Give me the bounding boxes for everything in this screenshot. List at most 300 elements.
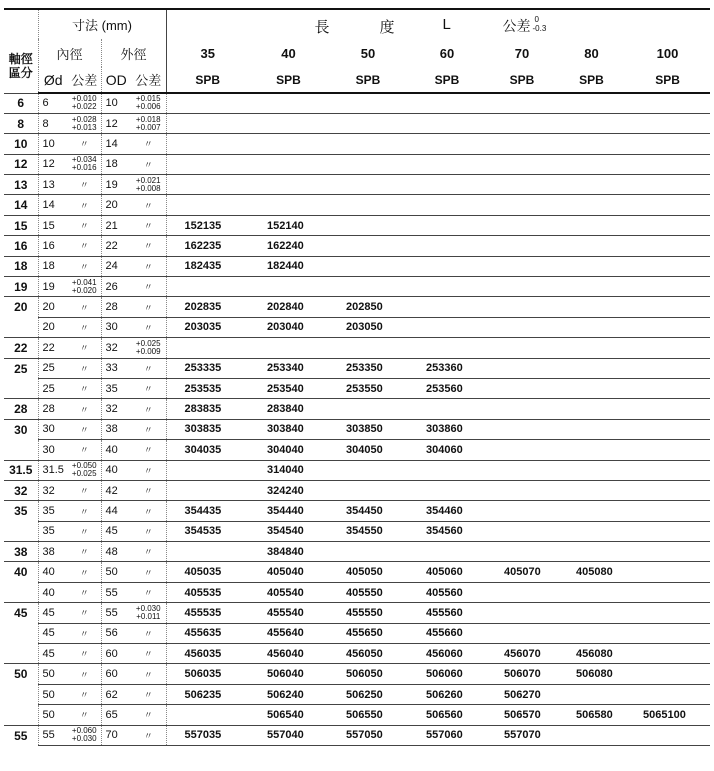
outer-tolerance-cell-upper: +0.018 [135, 114, 161, 124]
table-row [4, 113, 710, 133]
inner-tolerance-cell: 〃 [68, 338, 101, 358]
part-code-cell [625, 338, 710, 358]
part-code-cell: 506035 [166, 664, 249, 684]
part-code-cell: 456060 [408, 644, 486, 664]
inner-tolerance-cell: 〃 [68, 582, 101, 602]
inner-diameter-cell: 50 [38, 664, 68, 684]
part-code-cell [625, 419, 710, 439]
outer-symbol: OD [101, 67, 131, 93]
inner-tolerance-cell: 〃 [68, 195, 101, 215]
part-code-cell: 202850 [328, 297, 408, 317]
part-code-cell [486, 582, 558, 602]
part-code-cell: 5065100 [625, 705, 710, 725]
inner-diameter-cell: 10 [38, 134, 68, 154]
series-80: SPB [558, 67, 625, 93]
outer-tolerance-cell: 〃 [131, 460, 166, 480]
part-code-cell: 456070 [486, 644, 558, 664]
inner-tolerance-cell-lower: +0.022 [71, 102, 97, 112]
outer-diameter-cell: 45 [101, 521, 131, 541]
part-code-cell: 354435 [166, 501, 249, 521]
inner-tolerance-cell: 〃 [68, 297, 101, 317]
part-code-cell [625, 358, 710, 378]
inner-diameter-cell: 20 [38, 317, 68, 337]
inner-tolerance-cell: 〃 [68, 175, 101, 195]
part-code-cell [408, 297, 486, 317]
part-code-cell [486, 93, 558, 113]
outer-diameter-cell: 38 [101, 419, 131, 439]
inner-tolerance-cell-upper: +0.060 [71, 726, 97, 736]
part-code-cell: 456040 [249, 644, 328, 664]
part-code-cell [328, 338, 408, 358]
part-code-cell [486, 317, 558, 337]
part-code-cell [486, 399, 558, 419]
part-code-cell [558, 419, 625, 439]
outer-tolerance-cell: 〃 [131, 419, 166, 439]
header-row-series [4, 67, 710, 93]
part-code-cell [249, 277, 328, 297]
outer-diameter-cell: 56 [101, 623, 131, 643]
part-code-cell: 354540 [249, 521, 328, 541]
part-code-cell [486, 236, 558, 256]
axis-size-cell: 10 [4, 134, 38, 154]
length-80-header: 80 [584, 45, 599, 61]
part-code-cell: 152135 [166, 215, 249, 235]
axis-header: 軸徑區分 [4, 39, 38, 93]
inner-diameter-cell: 35 [38, 521, 68, 541]
outer-tolerance-cell: 〃 [131, 297, 166, 317]
part-code-cell [486, 603, 558, 623]
table-row [4, 378, 710, 398]
part-code-cell [249, 195, 328, 215]
table-row [4, 419, 710, 439]
part-code-cell [486, 501, 558, 521]
axis-size-cell: 20 [4, 297, 38, 317]
part-code-cell [558, 93, 625, 113]
inner-tolerance-cell [68, 154, 101, 174]
part-code-cell [166, 154, 249, 174]
part-code-cell: 506550 [328, 705, 408, 725]
part-code-cell: 455560 [408, 603, 486, 623]
inner-tolerance-cell: 〃 [68, 644, 101, 664]
outer-tolerance-cell: 〃 [131, 399, 166, 419]
part-code-cell: 253350 [328, 358, 408, 378]
axis-size-cell: 55 [4, 725, 38, 745]
inner-diameter-cell: 22 [38, 338, 68, 358]
outer-diameter-cell: 44 [101, 501, 131, 521]
outer-tolerance-cell: 〃 [131, 256, 166, 276]
part-code-cell: 506560 [408, 705, 486, 725]
outer-diameter-cell: 40 [101, 460, 131, 480]
part-code-cell: 303850 [328, 419, 408, 439]
outer-diameter-cell: 62 [101, 684, 131, 704]
axis-size-cell: 6 [4, 93, 38, 113]
axis-size-cell: 12 [4, 154, 38, 174]
part-code-cell: 506050 [328, 664, 408, 684]
length-100-header: 100 [656, 45, 679, 61]
inner-tolerance-header: 公差 [68, 67, 101, 93]
outer-tolerance-cell: 〃 [131, 358, 166, 378]
inner-tolerance-cell: 〃 [68, 399, 101, 419]
series-35: SPB [166, 67, 249, 93]
part-code-cell [408, 215, 486, 235]
outer-tolerance-cell: 〃 [131, 440, 166, 460]
part-code-cell: 506080 [558, 664, 625, 684]
part-code-cell [558, 297, 625, 317]
inner-diameter-cell: 50 [38, 684, 68, 704]
inner-tolerance-cell: 〃 [68, 134, 101, 154]
part-code-cell [328, 480, 408, 500]
part-code-cell: 202835 [166, 297, 249, 317]
inner-tolerance-cell: 〃 [68, 501, 101, 521]
part-code-cell [249, 154, 328, 174]
inner-tolerance-cell: 〃 [68, 236, 101, 256]
inner-tolerance-cell: 〃 [68, 684, 101, 704]
length-70-header: 70 [514, 45, 530, 61]
part-code-cell [558, 521, 625, 541]
inner-tolerance-cell [68, 277, 101, 297]
axis-header-top [4, 9, 38, 39]
part-code-cell: 506240 [249, 684, 328, 704]
part-code-cell [558, 175, 625, 195]
inner-diameter-cell: 19 [38, 277, 68, 297]
table-row [4, 440, 710, 460]
part-code-cell: 506540 [249, 705, 328, 725]
part-code-cell [166, 195, 249, 215]
part-code-cell: 354450 [328, 501, 408, 521]
part-code-cell [408, 542, 486, 562]
outer-tolerance-cell-upper: +0.015 [135, 94, 161, 104]
inner-tolerance-cell: 〃 [68, 562, 101, 582]
part-code-cell [486, 195, 558, 215]
part-code-cell [486, 175, 558, 195]
part-code-cell: 455640 [249, 623, 328, 643]
length-char-3: L [442, 16, 451, 33]
outer-tolerance-cell: 〃 [131, 134, 166, 154]
part-code-cell: 506580 [558, 705, 625, 725]
inner-diameter-cell: 15 [38, 215, 68, 235]
part-code-cell [328, 399, 408, 419]
part-code-cell [249, 134, 328, 154]
part-code-cell: 506235 [166, 684, 249, 704]
part-code-cell [625, 399, 710, 419]
part-code-cell [625, 460, 710, 480]
table-row [4, 542, 710, 562]
part-code-cell [486, 297, 558, 317]
outer-tolerance-cell: 〃 [131, 317, 166, 337]
axis-size-cell: 30 [4, 419, 38, 439]
inner-diameter-cell: 38 [38, 542, 68, 562]
outer-tolerance-cell [131, 113, 166, 133]
part-code-cell [328, 256, 408, 276]
outer-diameter-cell: 24 [101, 256, 131, 276]
part-code-cell [625, 256, 710, 276]
part-code-cell [249, 338, 328, 358]
outer-tolerance-cell-lower: +0.007 [135, 122, 161, 132]
part-code-cell [625, 440, 710, 460]
part-code-cell: 405070 [486, 562, 558, 582]
part-code-cell [558, 725, 625, 745]
part-code-cell [625, 582, 710, 602]
part-code-cell [486, 256, 558, 276]
length-tolerance-label: 公差 [502, 18, 531, 34]
outer-diameter-cell: 18 [101, 154, 131, 174]
header-row-dimension [4, 9, 710, 39]
part-code-cell [486, 480, 558, 500]
bushing-size-table [4, 8, 710, 746]
part-code-cell: 253360 [408, 358, 486, 378]
part-code-cell [625, 236, 710, 256]
part-code-cell: 283835 [166, 399, 249, 419]
outer-tolerance-cell: 〃 [131, 562, 166, 582]
part-code-cell [408, 134, 486, 154]
outer-diameter-cell: 42 [101, 480, 131, 500]
part-code-cell [408, 175, 486, 195]
inner-tolerance-cell: 〃 [68, 603, 101, 623]
axis-size-cell: 45 [4, 603, 38, 623]
inner-tolerance-cell-lower: +0.013 [71, 122, 97, 132]
outer-diameter-cell: 10 [101, 93, 131, 113]
part-code-cell: 456080 [558, 644, 625, 664]
outer-tolerance-cell-lower: +0.006 [135, 102, 161, 112]
inner-tolerance-cell: 〃 [68, 664, 101, 684]
part-code-cell: 314040 [249, 460, 328, 480]
part-code-cell [166, 480, 249, 500]
table-row [4, 317, 710, 337]
part-code-cell [625, 154, 710, 174]
axis-size-cell: 35 [4, 501, 38, 521]
outer-diameter-cell: 40 [101, 440, 131, 460]
outer-diameter-cell: 35 [101, 378, 131, 398]
outer-diameter-header: 外徑 [101, 39, 166, 67]
outer-tolerance-cell: 〃 [131, 542, 166, 562]
part-code-cell: 304035 [166, 440, 249, 460]
part-code-cell: 405080 [558, 562, 625, 582]
table-row [4, 603, 710, 623]
part-code-cell [625, 603, 710, 623]
part-code-cell [558, 195, 625, 215]
outer-diameter-cell: 30 [101, 317, 131, 337]
inner-tolerance-cell [68, 725, 101, 745]
part-code-cell [486, 338, 558, 358]
inner-diameter-cell: 31.5 [38, 460, 68, 480]
part-code-cell: 354440 [249, 501, 328, 521]
axis-size-cell [4, 644, 38, 664]
length-35-header: 35 [200, 45, 215, 61]
inner-tolerance-cell: 〃 [68, 215, 101, 235]
table-row [4, 134, 710, 154]
series-60: SPB [408, 67, 486, 93]
part-code-cell: 405550 [328, 582, 408, 602]
inner-symbol: Ød [38, 67, 68, 93]
part-code-cell [558, 399, 625, 419]
inner-diameter-cell: 8 [38, 113, 68, 133]
table-body [4, 9, 710, 746]
outer-diameter-cell: 26 [101, 277, 131, 297]
part-code-cell: 303840 [249, 419, 328, 439]
part-code-cell [625, 297, 710, 317]
part-code-cell [558, 480, 625, 500]
outer-tolerance-cell-upper: +0.025 [135, 338, 161, 348]
part-code-cell [625, 175, 710, 195]
part-code-cell [486, 419, 558, 439]
part-code-cell [328, 154, 408, 174]
table-row [4, 297, 710, 317]
inner-diameter-cell: 6 [38, 93, 68, 113]
outer-tolerance-cell [131, 93, 166, 113]
part-code-cell: 303835 [166, 419, 249, 439]
dimension-caption: 寸法 (mm) [38, 9, 166, 39]
part-code-cell [558, 603, 625, 623]
axis-size-cell: 8 [4, 113, 38, 133]
part-code-cell [249, 175, 328, 195]
table-row [4, 644, 710, 664]
part-code-cell: 506060 [408, 664, 486, 684]
part-code-cell [166, 113, 249, 133]
part-code-cell: 354535 [166, 521, 249, 541]
length-char-1: 長 [314, 19, 330, 36]
inner-tolerance-cell-upper: +0.041 [71, 277, 97, 287]
part-code-cell: 405040 [249, 562, 328, 582]
part-code-cell: 455535 [166, 603, 249, 623]
outer-tolerance-cell: 〃 [131, 378, 166, 398]
part-code-cell [625, 501, 710, 521]
axis-size-cell: 19 [4, 277, 38, 297]
outer-tolerance-cell: 〃 [131, 195, 166, 215]
part-code-cell [625, 277, 710, 297]
table-row [4, 562, 710, 582]
part-code-cell: 152140 [249, 215, 328, 235]
outer-diameter-cell: 12 [101, 113, 131, 133]
part-code-cell [328, 460, 408, 480]
inner-tolerance-cell-upper: +0.028 [71, 114, 97, 124]
table-row [4, 521, 710, 541]
part-code-cell: 405060 [408, 562, 486, 582]
table-row [4, 175, 710, 195]
inner-diameter-cell: 25 [38, 358, 68, 378]
part-code-cell [558, 256, 625, 276]
inner-diameter-cell: 55 [38, 725, 68, 745]
table-row [4, 501, 710, 521]
outer-diameter-cell: 55 [101, 582, 131, 602]
table-row [4, 93, 710, 113]
part-code-cell [408, 480, 486, 500]
axis-size-cell: 31.5 [4, 460, 38, 480]
table-row [4, 664, 710, 684]
table-row [4, 195, 710, 215]
outer-tolerance-cell: 〃 [131, 521, 166, 541]
part-code-cell [625, 562, 710, 582]
outer-diameter-cell: 32 [101, 399, 131, 419]
table-row [4, 338, 710, 358]
part-code-cell [328, 236, 408, 256]
part-code-cell: 162235 [166, 236, 249, 256]
part-code-cell [558, 277, 625, 297]
part-code-cell: 405540 [249, 582, 328, 602]
part-code-cell [408, 399, 486, 419]
part-code-cell [625, 195, 710, 215]
part-code-cell: 557070 [486, 725, 558, 745]
part-code-cell [486, 154, 558, 174]
part-code-cell [166, 277, 249, 297]
part-code-cell [486, 460, 558, 480]
outer-diameter-cell: 32 [101, 338, 131, 358]
inner-tolerance-cell-upper: +0.034 [71, 155, 97, 165]
part-code-cell: 506070 [486, 664, 558, 684]
table-row [4, 684, 710, 704]
part-code-cell: 455660 [408, 623, 486, 643]
part-code-cell: 455635 [166, 623, 249, 643]
part-code-cell: 405035 [166, 562, 249, 582]
header-row-lengths [4, 39, 710, 67]
part-code-cell: 203040 [249, 317, 328, 337]
table-row [4, 256, 710, 276]
axis-size-cell [4, 705, 38, 725]
inner-diameter-cell: 20 [38, 297, 68, 317]
part-code-cell [408, 195, 486, 215]
part-code-cell: 324240 [249, 480, 328, 500]
part-code-cell [166, 705, 249, 725]
outer-tolerance-cell: 〃 [131, 501, 166, 521]
part-code-cell: 405535 [166, 582, 249, 602]
part-code-cell: 506250 [328, 684, 408, 704]
part-code-cell [249, 113, 328, 133]
part-code-cell [625, 378, 710, 398]
part-code-cell [558, 378, 625, 398]
part-code-cell [625, 113, 710, 133]
part-code-cell [625, 134, 710, 154]
outer-diameter-cell: 70 [101, 725, 131, 745]
part-code-cell: 354550 [328, 521, 408, 541]
table-row [4, 236, 710, 256]
inner-diameter-cell: 35 [38, 501, 68, 521]
axis-size-cell: 22 [4, 338, 38, 358]
part-code-cell [328, 277, 408, 297]
part-code-cell: 182440 [249, 256, 328, 276]
outer-tolerance-cell: 〃 [131, 215, 166, 235]
part-code-cell [625, 317, 710, 337]
table-row [4, 460, 710, 480]
part-code-cell [558, 113, 625, 133]
part-code-cell: 557050 [328, 725, 408, 745]
part-code-cell [328, 195, 408, 215]
part-code-cell: 162240 [249, 236, 328, 256]
length-tolerance-upper: 0 [534, 15, 539, 24]
axis-size-cell: 38 [4, 542, 38, 562]
inner-tolerance-cell: 〃 [68, 480, 101, 500]
inner-tolerance-cell [68, 113, 101, 133]
part-code-cell [166, 134, 249, 154]
part-code-cell [486, 134, 558, 154]
part-code-cell [328, 542, 408, 562]
outer-tolerance-header: 公差 [131, 67, 166, 93]
outer-tolerance-cell: 〃 [131, 684, 166, 704]
inner-diameter-cell: 32 [38, 480, 68, 500]
length-caption [166, 9, 710, 39]
part-code-cell [486, 440, 558, 460]
inner-diameter-cell: 45 [38, 644, 68, 664]
axis-size-cell: 28 [4, 399, 38, 419]
part-code-cell [558, 154, 625, 174]
series-100: SPB [625, 67, 710, 93]
outer-diameter-cell: 48 [101, 542, 131, 562]
axis-size-cell [4, 521, 38, 541]
inner-tolerance-cell-lower: +0.020 [71, 285, 97, 295]
part-code-cell [408, 236, 486, 256]
part-code-cell: 182435 [166, 256, 249, 276]
length-40-header: 40 [281, 45, 296, 61]
inner-tolerance-cell-lower: +0.016 [71, 163, 97, 173]
inner-tolerance-cell-lower: +0.025 [71, 469, 97, 479]
